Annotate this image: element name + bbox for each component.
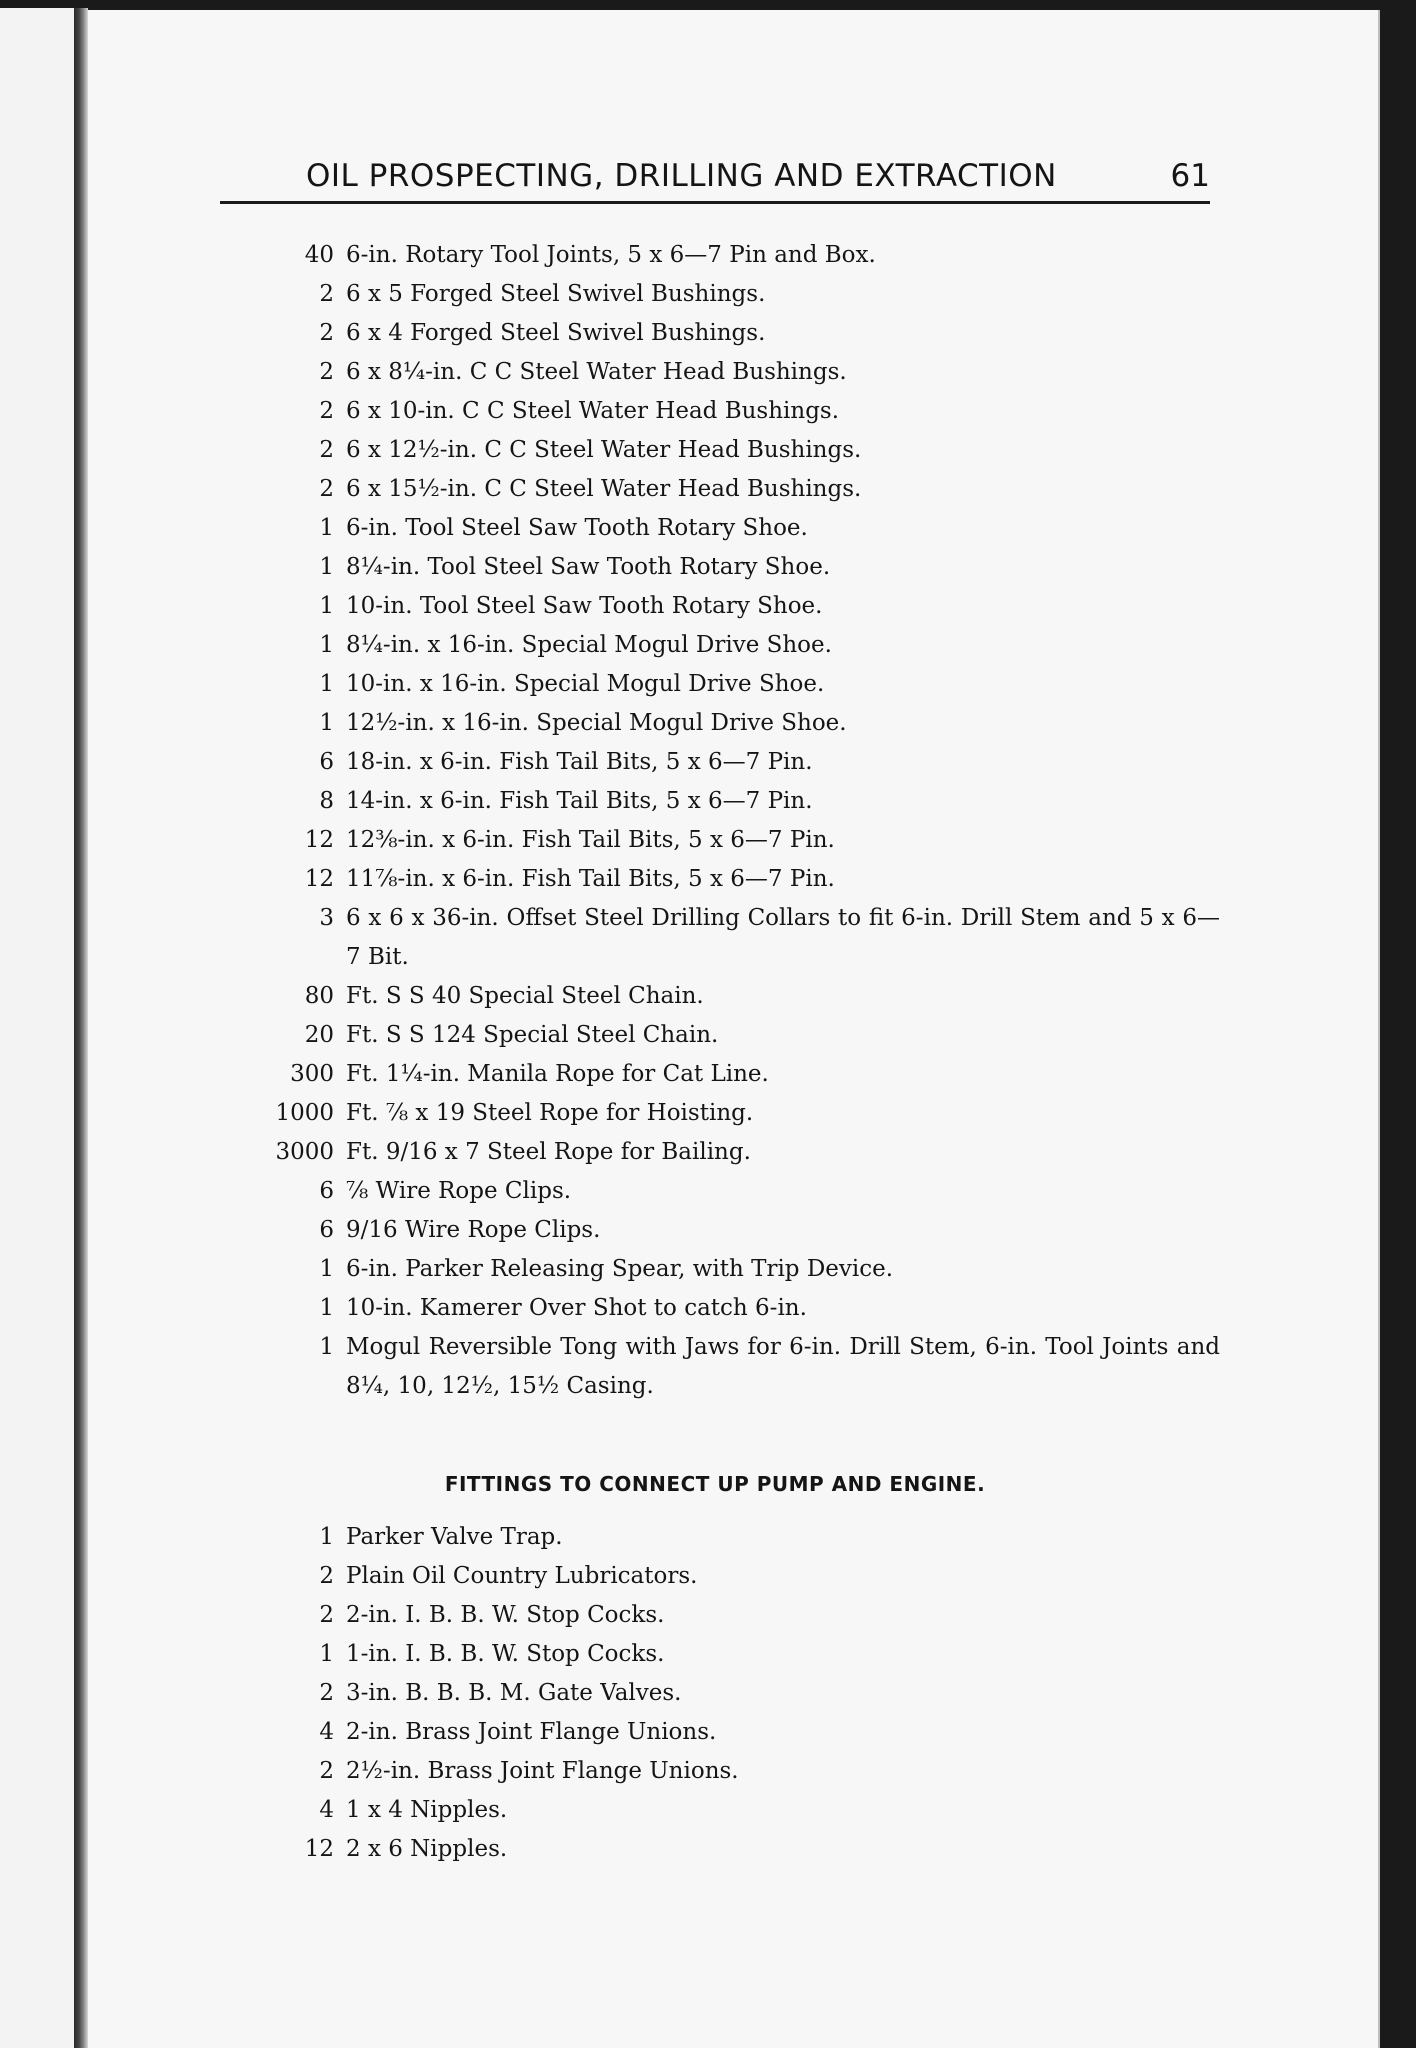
item-description: 6 x 4 Forged Steel Swivel Bushings. xyxy=(346,320,766,346)
item-quantity: 2 xyxy=(319,1563,334,1589)
item-description: 6 x 15½-in. C C Steel Water Head Bushings. xyxy=(346,476,862,502)
item-description: Mogul Reversible Tong with Jaws for 6-in. Drill Stem, 6-in. Tool Joints and 8¼, 10, 12½, 15½ Casing. xyxy=(346,1334,1220,1399)
item-description: 2½-in. Brass Joint Flange Unions. xyxy=(346,1758,739,1784)
item-quantity: 2 xyxy=(319,1758,334,1784)
list-item xyxy=(270,431,1220,470)
list-item xyxy=(270,1752,1220,1791)
item-description: 6-in. Parker Releasing Spear, with Trip Device. xyxy=(346,1256,894,1282)
list-item xyxy=(270,977,1220,1016)
item-quantity: 1 xyxy=(319,554,334,580)
item-quantity: 1 xyxy=(319,671,334,697)
item-description: 2 x 6 Nipples. xyxy=(346,1836,508,1862)
item-description: 12⅜-in. x 6-in. Fish Tail Bits, 5 x 6—7 Pin. xyxy=(346,827,835,853)
item-quantity: 12 xyxy=(304,1836,334,1862)
item-quantity: 1 xyxy=(319,710,334,736)
item-quantity: 1 xyxy=(319,1256,334,1282)
item-description: 6 x 6 x 36-in. Offset Steel Drilling Collars to fit 6-in. Drill Stem and 5 x 6—7 Bit. xyxy=(346,905,1220,970)
item-quantity: 4 xyxy=(319,1719,334,1745)
item-quantity: 1 xyxy=(319,632,334,658)
list-item xyxy=(270,548,1220,587)
list-item xyxy=(270,1289,1220,1328)
list-item xyxy=(270,236,1220,275)
item-quantity: 8 xyxy=(319,788,334,814)
list-item xyxy=(270,1250,1220,1289)
list-item xyxy=(270,1211,1220,1250)
item-description: 14-in. x 6-in. Fish Tail Bits, 5 x 6—7 Pin. xyxy=(346,788,813,814)
item-description: Ft. ⅞ x 19 Steel Rope for Hoisting. xyxy=(346,1100,754,1126)
list-item xyxy=(270,1635,1220,1674)
item-description: 2-in. I. B. B. W. Stop Cocks. xyxy=(346,1602,665,1628)
item-quantity: 1 xyxy=(319,1295,334,1321)
item-description: 3-in. B. B. B. M. Gate Valves. xyxy=(346,1680,682,1706)
item-quantity: 2 xyxy=(319,281,334,307)
list-item xyxy=(270,1596,1220,1635)
page-number: 61 xyxy=(1170,158,1210,194)
item-description: 6 x 5 Forged Steel Swivel Bushings. xyxy=(346,281,766,307)
item-description: 9/16 Wire Rope Clips. xyxy=(346,1217,601,1243)
item-quantity: 2 xyxy=(319,398,334,424)
list-item xyxy=(270,509,1220,548)
book-spine-shadow xyxy=(74,8,88,2048)
scan-right-edge xyxy=(1380,0,1416,2048)
item-quantity: 6 xyxy=(319,1178,334,1204)
item-quantity: 1 xyxy=(319,1641,334,1667)
item-quantity: 2 xyxy=(319,476,334,502)
item-description: 10-in. x 16-in. Special Mogul Drive Shoe. xyxy=(346,671,825,697)
item-description: 10-in. Kamerer Over Shot to catch 6-in. xyxy=(346,1295,807,1321)
item-description: 6 x 8¼-in. C C Steel Water Head Bushings. xyxy=(346,359,847,385)
item-description: 6-in. Rotary Tool Joints, 5 x 6—7 Pin and Box. xyxy=(346,242,876,268)
item-quantity: 1 xyxy=(319,1334,334,1360)
list-item xyxy=(270,665,1220,704)
list-item xyxy=(270,821,1220,860)
item-description: 6-in. Tool Steel Saw Tooth Rotary Shoe. xyxy=(346,515,808,541)
item-quantity: 3 xyxy=(319,905,334,931)
list-item xyxy=(270,782,1220,821)
list-item xyxy=(270,860,1220,899)
item-quantity: 6 xyxy=(319,749,334,775)
list-item xyxy=(270,899,1220,977)
list-item xyxy=(270,1791,1220,1830)
item-description: 6 x 12½-in. C C Steel Water Head Bushings. xyxy=(346,437,862,463)
list-item xyxy=(270,1016,1220,1055)
item-description: Plain Oil Country Lubricators. xyxy=(346,1563,698,1589)
item-description: Ft. 1¼-in. Manila Rope for Cat Line. xyxy=(346,1061,769,1087)
list-item xyxy=(270,1133,1220,1172)
item-description: Ft. 9/16 x 7 Steel Rope for Bailing. xyxy=(346,1139,751,1165)
item-quantity: 20 xyxy=(304,1022,334,1048)
item-quantity: 6 xyxy=(319,1217,334,1243)
item-description: 2-in. Brass Joint Flange Unions. xyxy=(346,1719,717,1745)
fittings-list xyxy=(270,1518,1220,1869)
list-item xyxy=(270,1830,1220,1869)
item-quantity: 4 xyxy=(319,1797,334,1823)
item-description: 10-in. Tool Steel Saw Tooth Rotary Shoe. xyxy=(346,593,823,619)
item-quantity: 12 xyxy=(304,866,334,892)
list-item xyxy=(270,470,1220,509)
list-item xyxy=(270,1674,1220,1713)
item-quantity: 12 xyxy=(304,827,334,853)
item-quantity: 1000 xyxy=(275,1100,334,1126)
list-item xyxy=(270,1094,1220,1133)
item-description: 8¼-in. x 16-in. Special Mogul Drive Shoe. xyxy=(346,632,832,658)
item-description: Parker Valve Trap. xyxy=(346,1524,563,1550)
item-description: 8¼-in. Tool Steel Saw Tooth Rotary Shoe. xyxy=(346,554,831,580)
list-item xyxy=(270,704,1220,743)
item-description: 18-in. x 6-in. Fish Tail Bits, 5 x 6—7 Pin. xyxy=(346,749,813,775)
item-quantity: 40 xyxy=(304,242,334,268)
item-quantity: 80 xyxy=(304,983,334,1009)
item-description: 1-in. I. B. B. W. Stop Cocks. xyxy=(346,1641,665,1667)
item-quantity: 2 xyxy=(319,1602,334,1628)
list-item xyxy=(270,353,1220,392)
item-quantity: 2 xyxy=(319,1680,334,1706)
list-item xyxy=(270,1172,1220,1211)
running-header xyxy=(220,158,1210,198)
running-title: OIL PROSPECTING, DRILLING AND EXTRACTION xyxy=(306,158,1057,194)
item-description: 1 x 4 Nipples. xyxy=(346,1797,508,1823)
list-item xyxy=(270,743,1220,782)
item-description: ⅞ Wire Rope Clips. xyxy=(346,1178,572,1204)
list-item xyxy=(270,314,1220,353)
item-quantity: 3000 xyxy=(275,1139,334,1165)
item-quantity: 2 xyxy=(319,359,334,385)
scan-top-edge xyxy=(0,0,1416,10)
list-item xyxy=(270,1518,1220,1557)
item-description: 12½-in. x 16-in. Special Mogul Drive Shoe. xyxy=(346,710,847,736)
item-description: 11⅞-in. x 6-in. Fish Tail Bits, 5 x 6—7 Pin. xyxy=(346,866,835,892)
item-description: Ft. S S 124 Special Steel Chain. xyxy=(346,1022,719,1048)
list-item xyxy=(270,1055,1220,1094)
list-item xyxy=(270,587,1220,626)
list-item xyxy=(270,275,1220,314)
item-quantity: 2 xyxy=(319,320,334,346)
item-description: Ft. S S 40 Special Steel Chain. xyxy=(346,983,704,1009)
header-rule xyxy=(220,201,1210,204)
equipment-list xyxy=(270,236,1220,1406)
item-quantity: 2 xyxy=(319,437,334,463)
item-quantity: 300 xyxy=(290,1061,334,1087)
item-quantity: 1 xyxy=(319,1524,334,1550)
item-description: 6 x 10-in. C C Steel Water Head Bushings. xyxy=(346,398,840,424)
section-heading: FITTINGS TO CONNECT UP PUMP AND ENGINE. xyxy=(444,1472,986,1496)
facing-page-edge xyxy=(0,8,75,2048)
list-item xyxy=(270,626,1220,665)
list-item xyxy=(270,1328,1220,1406)
item-quantity: 1 xyxy=(319,593,334,619)
list-item xyxy=(270,392,1220,431)
list-item xyxy=(270,1557,1220,1596)
list-item xyxy=(270,1713,1220,1752)
item-quantity: 1 xyxy=(319,515,334,541)
